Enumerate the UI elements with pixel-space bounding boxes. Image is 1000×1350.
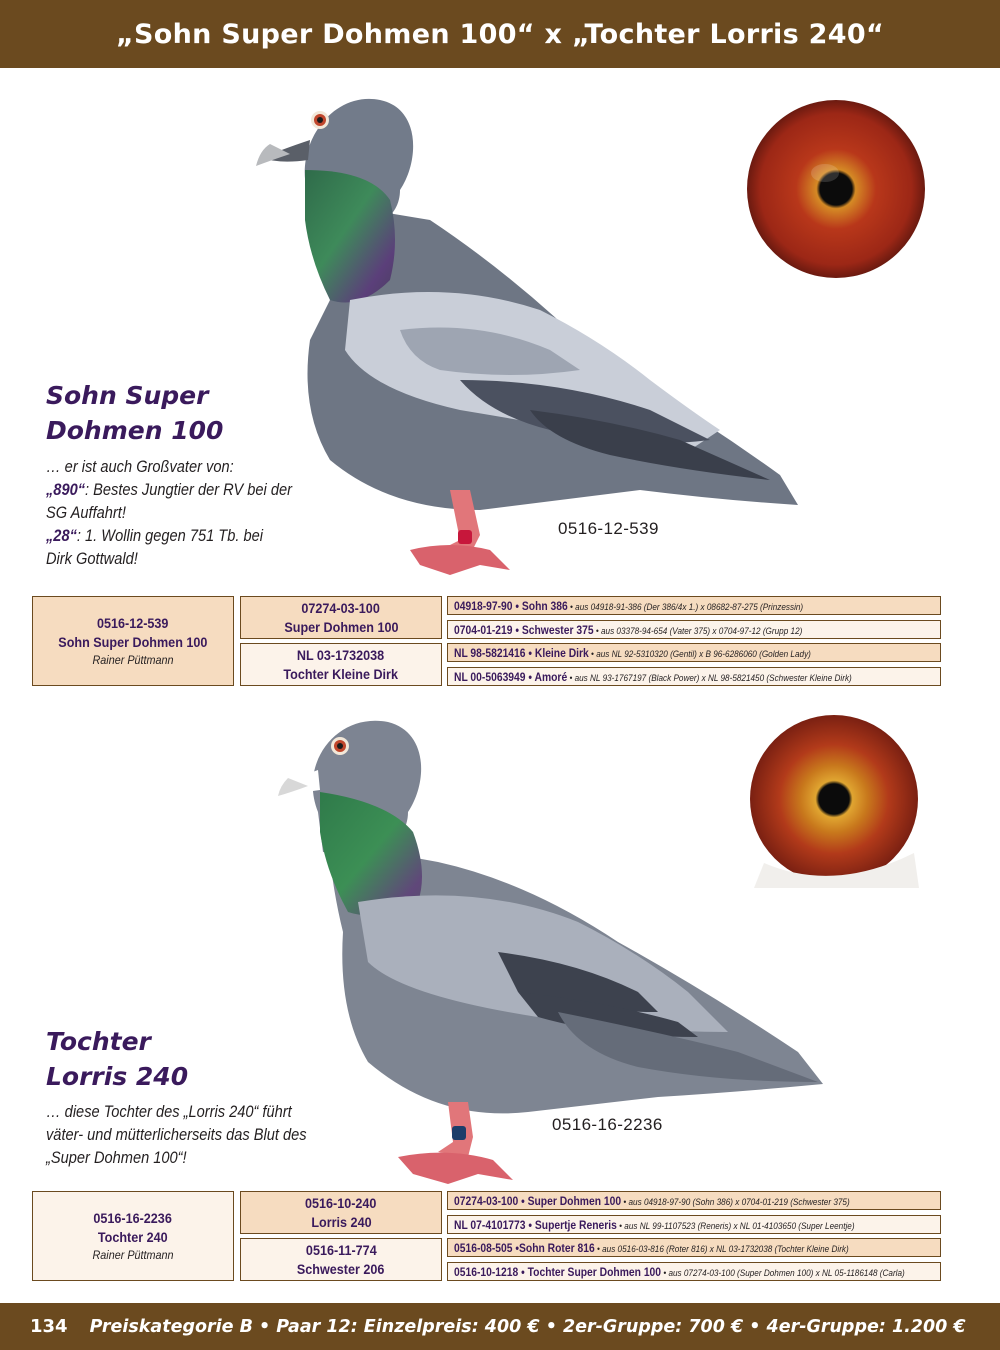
cock-text-line: … er ist auch Großvater von:: [46, 457, 234, 476]
cock-text-span: : 1. Wollin gegen 751 Tb. bei: [76, 526, 264, 545]
hen-description: [46, 1100, 330, 1169]
cock-ring-label: 0516-12-539: [558, 519, 659, 538]
hen-gp-main: 0516-10-1218 • Tochter Super Dohmen 100: [454, 1264, 662, 1279]
cock-pedigree-mother: [240, 643, 442, 686]
cock-grandparent-row: [447, 667, 941, 686]
cock-gp-sub: • aus 04918-91-386 (Der 386/4x 1.) x 08682-87-275 (Prinzessin): [567, 601, 804, 613]
hen-pedigree-self: [32, 1191, 234, 1281]
hen-father-name: Lorris 240: [310, 1213, 372, 1230]
cock-grandparent-row: [447, 643, 941, 662]
hen-gp-main: 0516-08-505 •Sohn Roter 816: [454, 1240, 595, 1255]
cock-mother-name: Tochter Kleine Dirk: [283, 665, 399, 682]
cock-grandparent-row: [447, 620, 941, 639]
cock-gp-sub: • aus 03378-94-654 (Vater 375) x 0704-97-12 (Grupp 12): [593, 625, 803, 637]
cock-grandparent-row: [447, 596, 941, 615]
hen-ring-label: 0516-16-2236: [552, 1115, 663, 1134]
cock-text-highlight: „28“: [46, 526, 77, 545]
hen-text-line: … diese Tochter des „Lorris 240“ führt: [46, 1102, 292, 1121]
cock-pedigree-self: [32, 596, 234, 686]
hen-grandparent-row: [447, 1238, 941, 1257]
cock-text-line: SG Auffahrt!: [46, 503, 126, 522]
hen-gp-main: 07274-03-100 • Super Dohmen 100: [454, 1193, 622, 1208]
cock-gp-main: 0704-01-219 • Schwester 375: [454, 622, 594, 637]
eye-photo-cock: [745, 98, 927, 280]
hen-self-owner: Rainer Püttmann: [92, 1247, 174, 1262]
cock-gp-main: NL 00-5063949 • Amoré: [454, 669, 568, 684]
hen-pedigree-father: [240, 1191, 442, 1234]
hen-gp-sub: • aus 0516-03-816 (Roter 816) x NL 03-1732038 (Tochter Kleine Dirk): [594, 1243, 849, 1255]
hen-grandparent-row: [447, 1262, 941, 1281]
hen-gp-sub: • aus NL 99-1107523 (Reneris) x NL 01-4103650 (Super Leentje): [616, 1220, 855, 1232]
hen-gp-sub: • aus 07274-03-100 (Super Dohmen 100) x NL 05-1186148 (Carla): [661, 1267, 905, 1279]
hen-pedigree-mother: [240, 1238, 442, 1281]
cock-self-ring: 0516-12-539: [97, 614, 169, 631]
hen-text-line: „Super Dohmen 100“!: [46, 1148, 187, 1167]
header-bar: [0, 0, 1000, 68]
cock-pedigree-father: [240, 596, 442, 639]
cock-name-line2: Dohmen 100: [46, 416, 224, 445]
cock-gp-sub: • aus NL 93-1767197 (Black Power) x NL 98-5821450 (Schwester Kleine Dirk): [567, 672, 852, 684]
cock-text-line: [46, 524, 330, 547]
cock-gp-main: 04918-97-90 • Sohn 386: [454, 598, 568, 613]
cock-name-line1: Sohn Super: [46, 381, 209, 410]
cock-text-line: [46, 478, 330, 501]
pigeon-photo-cock: [250, 80, 810, 590]
price-info: Preiskategorie B • Paar 12: Einzelpreis: 400 € • 2er-Gruppe: 700 € • 4er-Gruppe: 1.200 €: [89, 1316, 966, 1337]
hen-text-line: väter- und mütterlicherseits das Blut des: [46, 1125, 307, 1144]
hen-self-name: Tochter 240: [98, 1228, 168, 1245]
hen-grandparent-row: [447, 1215, 941, 1234]
hen-self-ring: 0516-16-2236: [93, 1209, 173, 1226]
cock-text-span: : Bestes Jungtier der RV bei der: [85, 480, 292, 499]
cock-text-highlight: „890“: [46, 480, 86, 499]
hen-gp-main: NL 07-4101773 • Supertje Reneris: [454, 1217, 617, 1232]
cock-mother-ring: NL 03-1732038: [297, 646, 385, 663]
cock-gp-sub: • aus NL 92-5310320 (Gentil) x B 96-6286060 (Golden Lady): [588, 648, 811, 660]
hen-mother-ring: 0516-11-774: [305, 1241, 377, 1258]
page-title: „Sohn Super Dohmen 100“ x „Tochter Lorris 240“: [115, 18, 884, 50]
cock-text-line: Dirk Gottwald!: [46, 549, 138, 568]
cock-self-name: Sohn Super Dohmen 100: [58, 633, 208, 650]
cock-self-owner: Rainer Püttmann: [92, 652, 174, 667]
cock-gp-main: NL 98-5821416 • Kleine Dirk: [454, 645, 589, 660]
hen-grandparent-row: [447, 1191, 941, 1210]
hen-mother-name: Schwester 206: [297, 1260, 385, 1277]
hen-name-line1: Tochter: [46, 1027, 151, 1056]
cock-father-ring: 07274-03-100: [301, 599, 381, 616]
eye-photo-hen: [744, 713, 924, 888]
cock-description: [46, 455, 330, 570]
hen-father-ring: 0516-10-240: [305, 1194, 377, 1211]
footer-bar: [0, 1303, 1000, 1350]
hen-gp-sub: • aus 04918-97-90 (Sohn 386) x 0704-01-219 (Schwester 375): [621, 1196, 850, 1208]
page-number: 134: [30, 1316, 68, 1337]
cock-father-name: Super Dohmen 100: [283, 618, 399, 635]
hen-name-line2: Lorris 240: [46, 1062, 189, 1091]
